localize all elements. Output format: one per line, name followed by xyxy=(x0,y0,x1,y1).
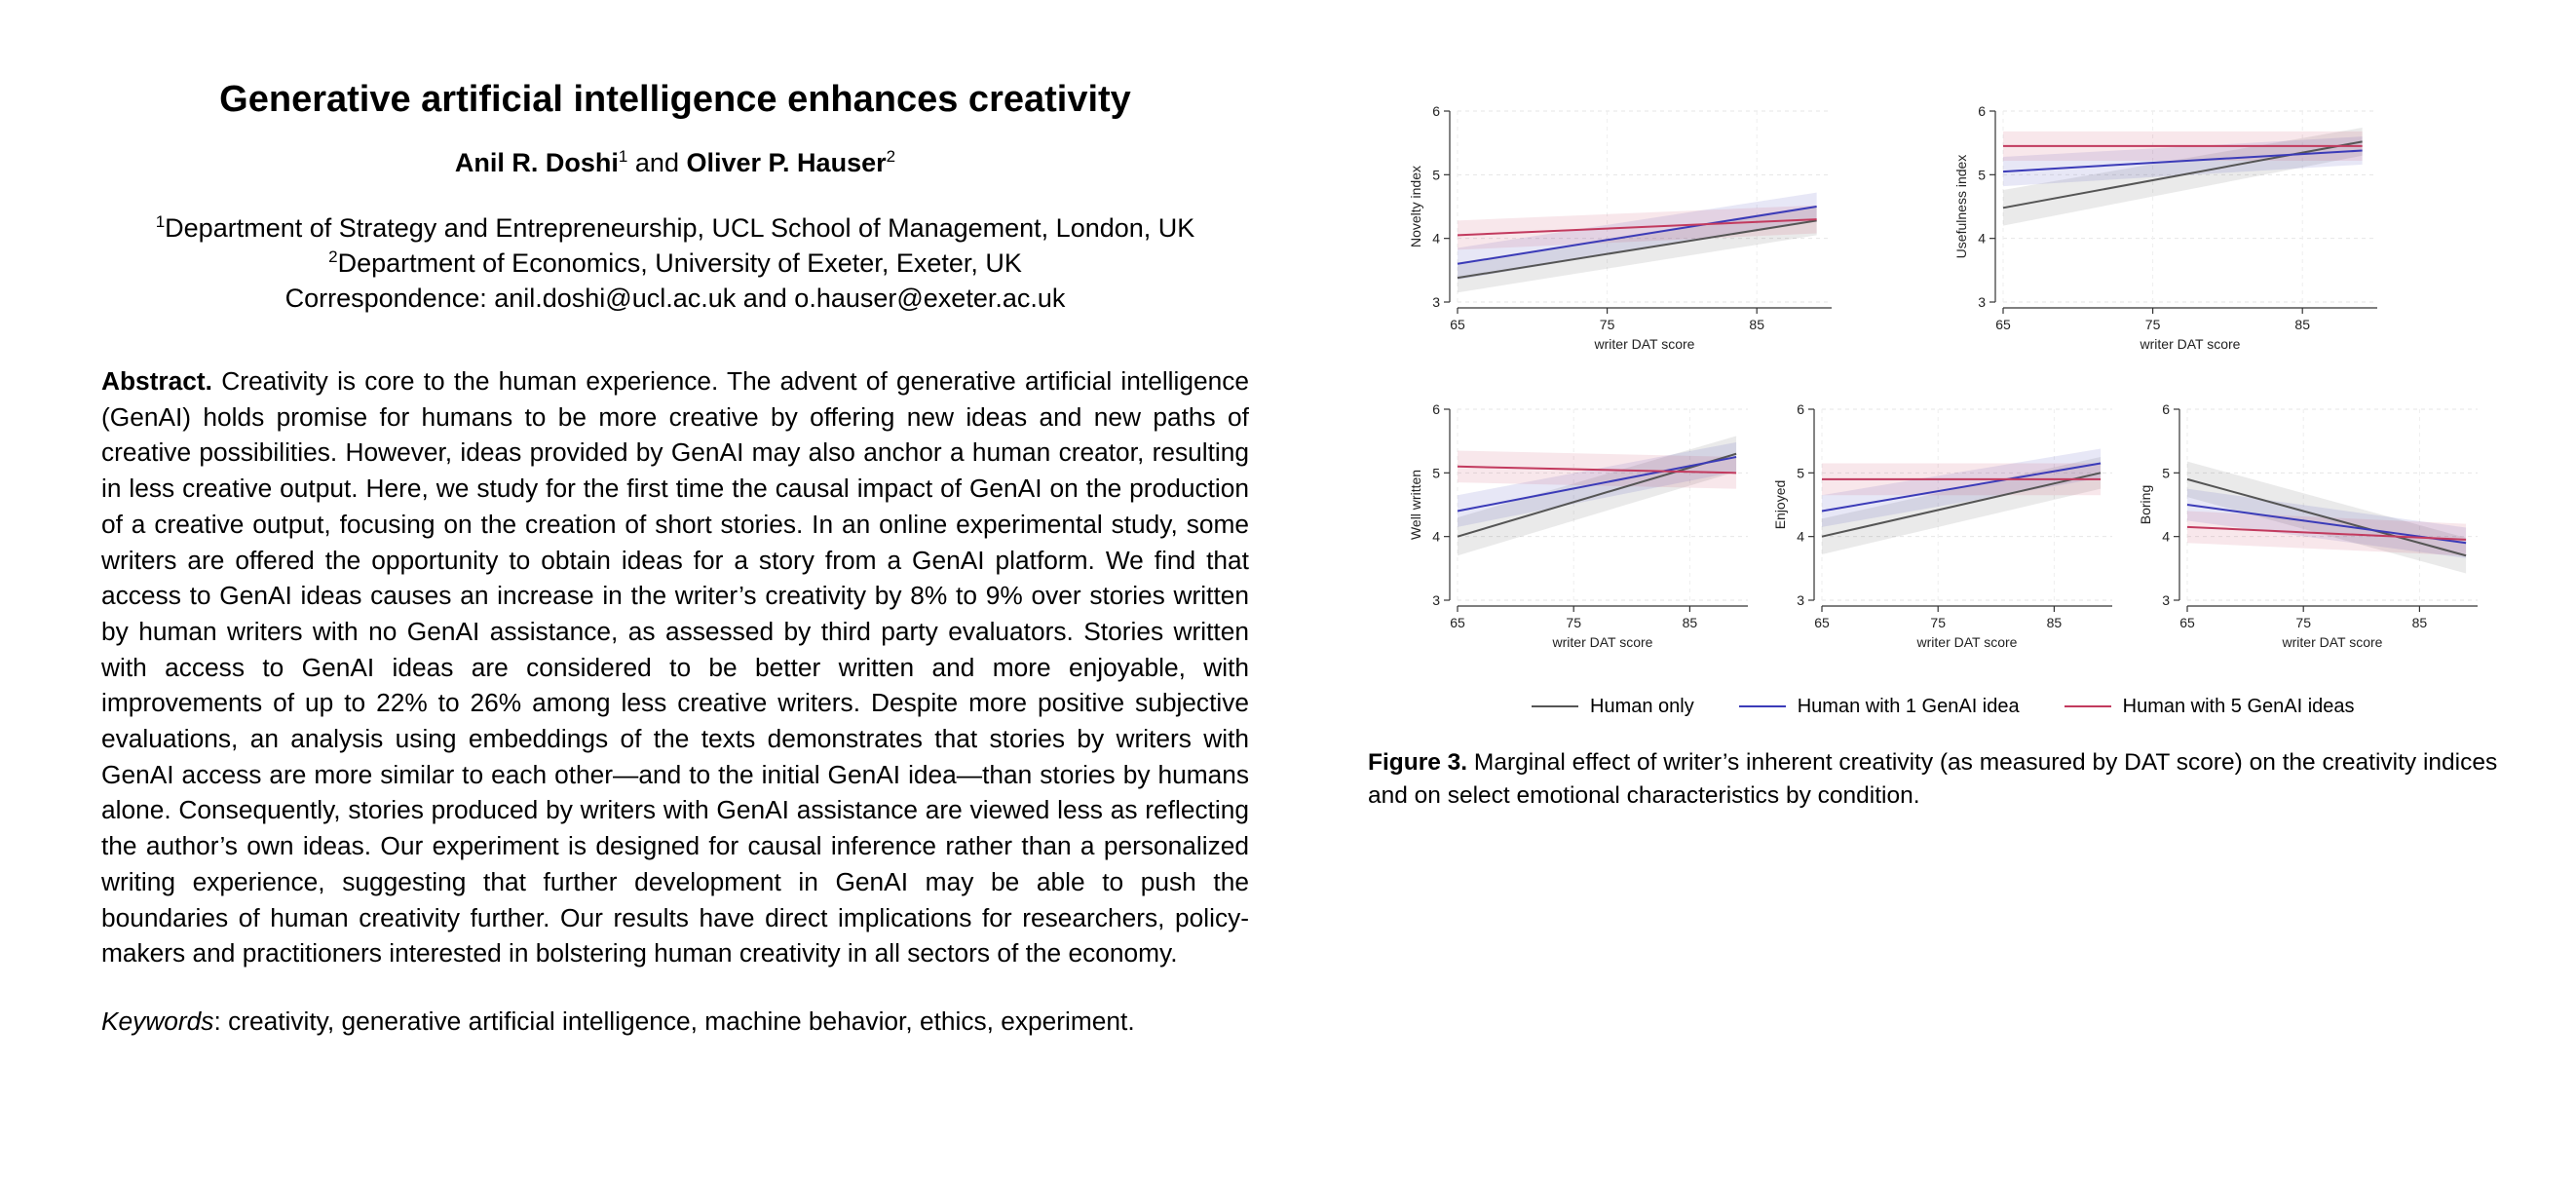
x-tick-label: 65 xyxy=(1995,317,2011,332)
x-tick-label: 75 xyxy=(1566,615,1581,630)
x-tick-label: 75 xyxy=(1599,317,1615,332)
chart-panel xyxy=(2138,401,2478,650)
y-tick-label: 3 xyxy=(2162,592,2170,608)
x-axis-title: writer DAT score xyxy=(1916,634,2018,650)
affiliation-mark: 2 xyxy=(328,247,338,266)
keywords xyxy=(101,1004,1249,1039)
correspondence: Correspondence: anil.doshi@ucl.ac.uk and o.hauser@exeter.ac.uk xyxy=(284,284,1066,313)
y-tick-label: 6 xyxy=(1797,401,1804,417)
x-tick-label: 85 xyxy=(2294,317,2310,332)
figure-caption xyxy=(1368,746,2543,813)
keywords-label: Keywords xyxy=(101,1006,214,1036)
legend-label: Human only xyxy=(1590,695,1694,717)
x-axis-title: writer DAT score xyxy=(1552,634,1653,650)
author-list xyxy=(101,146,1249,179)
y-tick-label: 5 xyxy=(2162,465,2170,481)
legend-label: Human with 1 GenAI idea xyxy=(1797,695,2020,717)
affiliation-line xyxy=(101,246,1249,281)
x-tick-label: 65 xyxy=(1814,615,1830,630)
chart-panel xyxy=(1408,103,1832,352)
y-tick-label: 3 xyxy=(1797,592,1804,608)
y-axis-title: Boring xyxy=(2138,484,2153,525)
y-axis-title: Usefulness index xyxy=(1953,154,1969,259)
y-tick-label: 6 xyxy=(1432,401,1440,417)
affiliation-text: Department of Strategy and Entrepreneurship, UCL School of Management, London, UK xyxy=(165,213,1195,243)
legend-item-one-genai xyxy=(1739,696,2020,718)
x-tick-label: 85 xyxy=(1682,615,1698,630)
chart-panel xyxy=(1953,103,2377,352)
chart-panel xyxy=(1772,401,2112,650)
y-axis-title: Novelty index xyxy=(1408,165,1423,248)
y-tick-label: 4 xyxy=(1978,230,1986,247)
author-name: Anil R. Doshi xyxy=(454,148,619,177)
keywords-text: : creativity, generative artificial intelligence, machine behavior, ethics, experiment. xyxy=(213,1006,1135,1036)
affiliation-text: Department of Economics, University of Exeter, Exeter, UK xyxy=(337,248,1022,278)
legend-item-human-only xyxy=(1532,696,1694,718)
figure-3-charts xyxy=(1364,88,2576,692)
x-tick-label: 75 xyxy=(2144,317,2161,332)
x-axis-title: writer DAT score xyxy=(2140,336,2241,352)
x-tick-label: 65 xyxy=(2179,615,2195,630)
y-tick-label: 3 xyxy=(1978,294,1986,310)
figure-3 xyxy=(1364,88,2576,731)
y-tick-label: 4 xyxy=(1432,528,1440,545)
legend-swatch-one-genai xyxy=(1739,705,1786,707)
chart-panel xyxy=(1408,401,1748,650)
legend-item-five-genai xyxy=(2065,696,2355,718)
y-tick-label: 3 xyxy=(1432,592,1440,608)
abstract-label: Abstract. xyxy=(101,366,212,396)
x-tick-label: 85 xyxy=(1749,317,1764,332)
legend-swatch-five-genai xyxy=(2065,705,2111,707)
y-tick-label: 6 xyxy=(1978,103,1986,119)
author-affiliation-mark: 2 xyxy=(886,147,896,166)
affiliations xyxy=(101,210,1249,316)
x-tick-label: 75 xyxy=(2295,615,2311,630)
paper-title: Generative artificial intelligence enhances creativity xyxy=(219,79,1131,120)
y-tick-label: 6 xyxy=(1432,103,1440,119)
x-axis-title: writer DAT score xyxy=(2282,634,2383,650)
x-tick-label: 85 xyxy=(2411,615,2428,630)
abstract xyxy=(101,363,1249,971)
legend-label: Human with 5 GenAI ideas xyxy=(2122,695,2355,717)
y-tick-label: 5 xyxy=(1432,465,1440,481)
y-tick-label: 3 xyxy=(1432,294,1440,310)
paper-text-column xyxy=(101,68,1249,1039)
x-tick-label: 65 xyxy=(1450,317,1465,332)
y-tick-label: 6 xyxy=(2162,401,2170,417)
author-name: Oliver P. Hauser xyxy=(686,148,887,177)
y-axis-title: Well written xyxy=(1408,469,1423,541)
figure-caption-label: Figure 3. xyxy=(1368,749,1468,776)
y-tick-label: 5 xyxy=(1432,167,1440,183)
x-tick-label: 65 xyxy=(1450,615,1465,630)
abstract-text: Creativity is core to the human experience. The advent of generative artificial intelligence (GenAI) holds promise for humans to be more creative by offering new ideas and new paths of creative possibilities. However, ideas provided by GenAI may also anchor a human creator, resulting in less creative output. Here, we study for the first time the causal impact of GenAI on the production of a creative output, focusing on the creation of short stories. In an online experimental study, some writers are offered the opportunity to obtain ideas for a story from a GenAI platform. We find that access to GenAI ideas causes an increase in the writer’s creativity by 8% to 9% over stories written by human writers with no GenAI assistance, as assessed by third party evaluators. Stories written with access to GenAI ideas are considered to be better written and more enjoyable, with improvements of up to 22% to 26% among less creative writers. Despite more positive subjective evaluations, an analysis using embeddings of the texts demonstrates that stories by writers with GenAI access are more similar to each other—and to the initial GenAI idea—than stories by humans alone. Consequently, stories produced by writers with GenAI assistance are viewed less as reflecting the author’s own ideas. Our experiment is designed for causal inference rather than a personalized writing experience, suggesting that further development in GenAI may be able to push the boundaries of human creativity further. Our results have direct implications for researchers, policy-makers and practitioners interested in bolstering human creativity in all sectors of the economy. xyxy=(101,366,1249,968)
y-axis-title: Enjoyed xyxy=(1772,479,1788,530)
author-join-word: and xyxy=(634,148,679,177)
x-tick-label: 85 xyxy=(2046,615,2063,630)
x-axis-title: writer DAT score xyxy=(1594,336,1695,352)
legend-swatch-human-only xyxy=(1532,705,1578,707)
affiliation-mark: 1 xyxy=(155,212,166,231)
y-tick-label: 4 xyxy=(2162,528,2170,545)
figure-caption-text: Marginal effect of writer’s inherent creativity (as measured by DAT score) on the creativity indices and on select emotional characteristics by condition. xyxy=(1368,749,2498,809)
y-tick-label: 4 xyxy=(1797,528,1804,545)
x-tick-label: 75 xyxy=(1930,615,1946,630)
y-tick-label: 5 xyxy=(1797,465,1804,481)
y-tick-label: 5 xyxy=(1978,167,1986,183)
figure-legend xyxy=(1532,692,2400,721)
y-tick-label: 4 xyxy=(1432,230,1440,247)
affiliation-line xyxy=(101,210,1249,246)
author-affiliation-mark: 1 xyxy=(618,147,628,166)
